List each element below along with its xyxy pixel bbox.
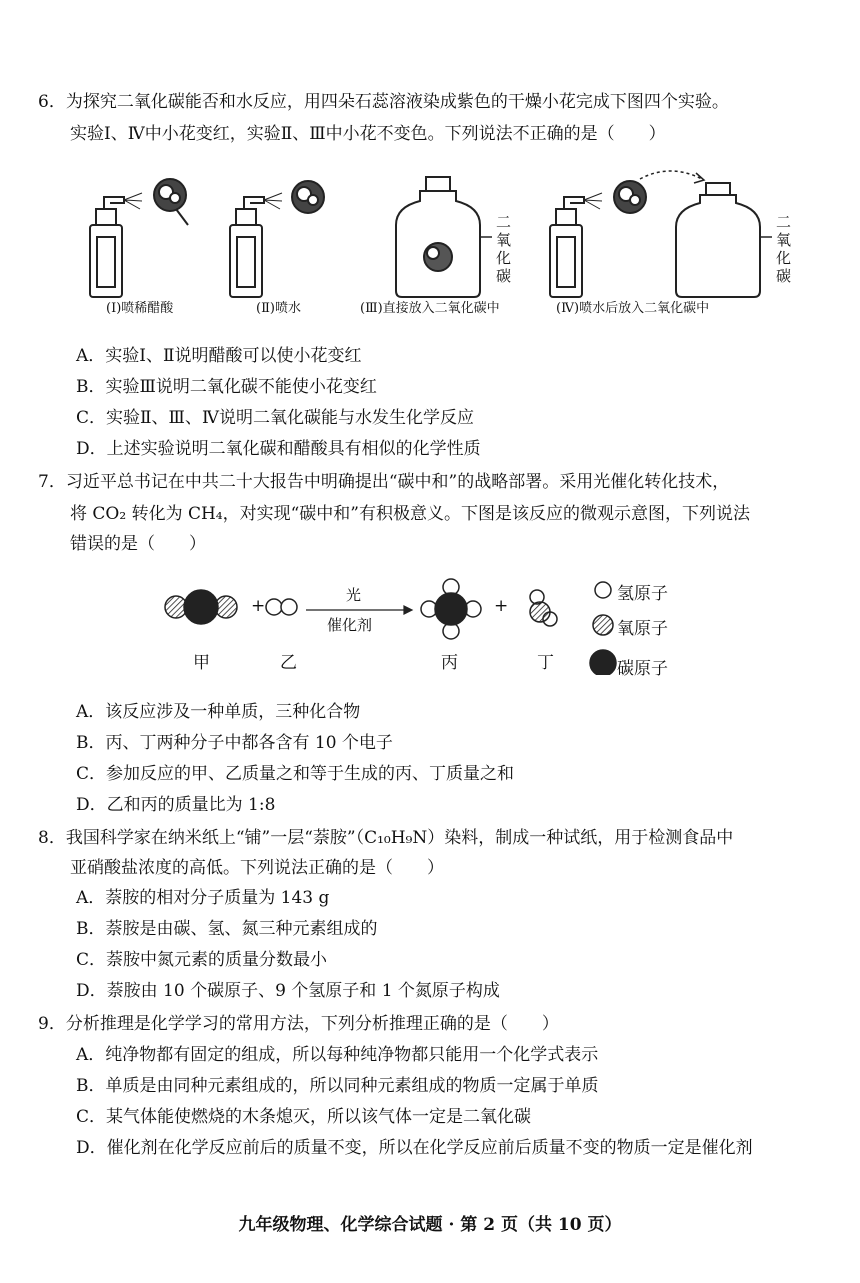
q7-option-b[interactable]: B．丙、丁两种分子中都各含有 10 个电子 [76,733,393,753]
flower-icon [614,181,646,213]
reaction-condition-light: 光 [346,586,362,604]
q9-option-a[interactable]: A．纯净物都有固定的组成，所以每种纯净物都只能用一个化学式表示 [76,1045,599,1065]
jar-label-char: 氧 [776,231,792,249]
caption-experiment-iii: (Ⅲ)直接放入二氧化碳中 [360,301,500,316]
q6-stem-line1: 6．为探究二氧化碳能否和水反应，用四朵石蕊溶液染成紫色的干燥小花完成下图四个实验。 [38,92,729,112]
flower-icon [292,181,324,213]
flower-icon [154,179,188,225]
legend-carbon: 碳原子 [617,659,668,679]
q6-option-b[interactable]: B．实验Ⅲ说明二氧化碳不能使小花变红 [76,377,377,397]
q9-option-b[interactable]: B．单质是由同种元素组成的，所以同种元素组成的物质一定属于单质 [76,1076,599,1096]
q6-option-d[interactable]: D．上述实验说明二氧化碳和醋酸具有相似的化学性质 [76,439,481,459]
q7-option-d[interactable]: D．乙和丙的质量比为 1:8 [76,795,276,815]
molecule-label-yi: 乙 [280,653,297,673]
legend-carbon-icon [590,650,616,675]
q6-experiment-figure [80,165,780,305]
reaction-condition-catalyst: 催化剂 [327,616,373,634]
q6-stem-line2: 实验Ⅰ、Ⅳ中小花变红，实验Ⅱ、Ⅲ中小花不变色。下列说法不正确的是（ ） [70,124,666,144]
q8-option-d[interactable]: D．萘胺由 10 个碳原子、9 个氢原子和 1 个氮原子构成 [76,981,500,1001]
plus-sign: + [251,596,266,616]
q9-option-c[interactable]: C．某气体能使燃烧的木条熄灭，所以该气体一定是二氧化碳 [76,1107,532,1127]
caption-experiment-i: (Ⅰ)喷稀醋酸 [106,301,174,316]
gas-jar-icon [676,183,772,297]
caption-experiment-ii: (Ⅱ)喷水 [256,301,301,316]
molecule-h2-icon [266,599,297,615]
jar-label-char: 碳 [496,267,512,285]
q8-option-c[interactable]: C．萘胺中氮元素的质量分数最小 [76,950,328,970]
jar-label-char: 氧 [496,231,512,249]
q7-stem-line1: 7．习近平总书记在中共二十大报告中明确提出“碳中和”的战略部署。采用光催化转化技术， [38,472,730,492]
sprayer-bottle-icon [230,193,282,297]
legend-oxygen: 氧原子 [617,619,668,639]
reaction-arrow-icon [306,606,412,614]
q8-stem-line2: 亚硝酸盐浓度的高低。下列说法正确的是（ ） [70,858,444,878]
sprayer-bottle-icon [550,193,602,297]
jar-label-char: 化 [496,249,512,267]
page-footer: 九年级物理、化学综合试题 · 第 2 页（共 10 页） [238,1215,622,1235]
q7-stem-line3: 错误的是（ ） [70,534,206,554]
jar-label-char: 二 [776,213,792,231]
q8-option-b[interactable]: B．萘胺是由碳、氢、氮三种元素组成的 [76,919,378,939]
q9-stem-line1: 9．分析推理是化学学习的常用方法，下列分析推理正确的是（ ） [38,1014,559,1034]
molecule-ch4-icon [421,579,481,639]
jar-label-co2-iii [496,213,514,285]
molecule-h2o-icon [530,590,557,626]
legend-oxygen-icon [593,615,613,635]
q7-stem-line2: 将 CO₂ 转化为 CH₄，对实现“碳中和”有积极意义。下图是该反应的微观示意图，下列说法 [70,504,750,524]
plus-sign: + [494,596,509,616]
q6-option-a[interactable]: A．实验Ⅰ、Ⅱ说明醋酸可以使小花变红 [76,346,362,366]
molecule-co2-icon [165,590,237,624]
molecule-label-jia: 甲 [193,653,210,673]
molecule-label-bing: 丙 [441,653,458,673]
jar-label-co2-iv [776,213,794,285]
sprayer-bottle-icon [90,193,142,297]
jar-label-char: 化 [776,249,792,267]
q6-option-c[interactable]: C．实验Ⅱ、Ⅲ、Ⅳ说明二氧化碳能与水发生化学反应 [76,408,474,428]
molecule-label-ding: 丁 [537,653,554,673]
gas-jar-icon [396,177,492,297]
legend-hydrogen: 氢原子 [617,584,668,604]
q7-option-a[interactable]: A．该反应涉及一种单质，三种化合物 [76,702,361,722]
jar-label-char: 二 [496,213,512,231]
q8-stem-line1: 8．我国科学家在纳米纸上“铺”一层“萘胺”（C₁₀H₉N）染料，制成一种试纸，用于检测食品中 [38,828,734,848]
legend-hydrogen-icon [595,582,611,598]
q9-option-d[interactable]: D．催化剂在化学反应前后的质量不变，所以在化学反应前后质量不变的物质一定是催化剂 [76,1138,753,1158]
transfer-arrow-icon [640,171,702,179]
jar-label-char: 碳 [776,267,792,285]
q7-option-c[interactable]: C．参加反应的甲、乙质量之和等于生成的丙、丁质量之和 [76,764,515,784]
q8-option-a[interactable]: A．萘胺的相对分子质量为 143 g [76,888,330,908]
caption-experiment-iv: (Ⅳ)喷水后放入二氧化碳中 [556,301,710,316]
